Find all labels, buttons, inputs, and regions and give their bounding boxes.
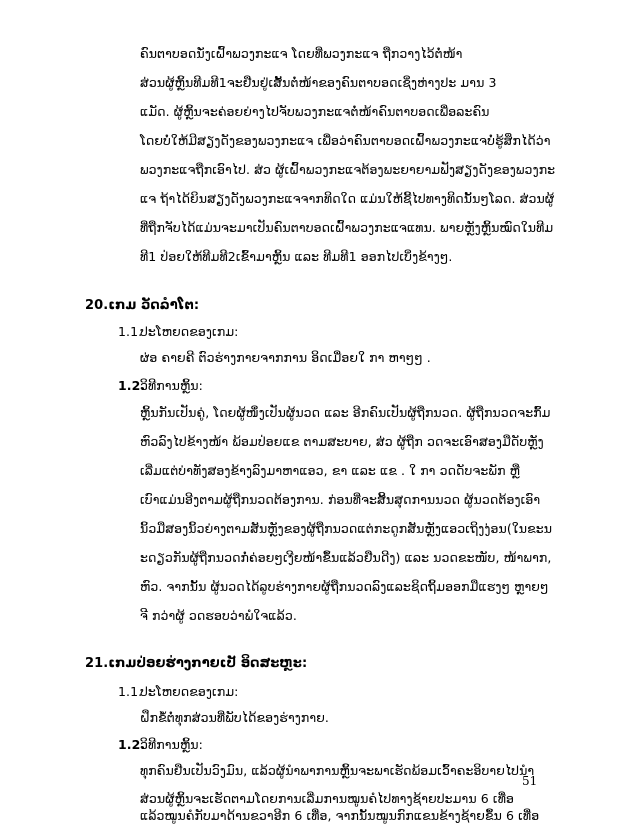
paragraph-line: ຈີ ກວ່າຜູ້ ວດຮອບວ່າພໍໃຈແລ້ວ. <box>140 608 297 623</box>
paragraph-line: ະດຽວກັນຜູ້ຖືກນວດກໍ່ຄ່ອຍໆເງີຍໜ້າຂຶ້ນແລ້ວຢືນດີງ) ແລະ ນວດຂະໜັບ, ໜ້າພາກ, <box>140 550 552 565</box>
subsection-number: 1.1. <box>118 324 143 339</box>
paragraph-line: ຝຶກຂໍ້ຕໍ່ທຸກສ່ວນທີ່ພັບໄດ້ຂອງຮ່າງກາຍ. <box>140 710 330 725</box>
paragraph-line: ທີ1 ປ່ອຍໃຫ້ທີມທີ2ເຂົ້າມາຫຼິ້ນ ແລະ ທີມທີ1 ອອກໄປເບິ່ງຂ້າງໆ. <box>140 249 453 264</box>
paragraph-line: ຫົວ. ຈາກນັ້ນ ຜູ້ນວດໄດ້ລູບຮ່າງກາຍຜູ້ຖືກນວດລົງແລະຊິດຖິ້ມອອກມືແຮງໆ ຫຼາຍໆ <box>140 579 549 594</box>
subsection-number: 1.1. <box>118 684 143 699</box>
subsection-title: ວິທີການຫຼິ້ນ: <box>140 378 203 393</box>
paragraph-line: ແມັດ. ຜູ້ຫຼິ້ນຈະຄ່ອຍຍ່າງໄປຈັບພວງກະແຈຕໍ່ໜ້າຄົນຕາບອດເພື່ອລະຄົນ <box>140 104 490 119</box>
paragraph-line: ຫົວລົງໄປຂ້າງໜ້າ ພ້ອມປ່ອຍແຂ ຕາມສະບາຍ, ສ່ວ ຜູ້ຖືກ ວດຈະເອົາສອງມືດັບຫຼັງ <box>140 434 544 449</box>
subsection-title: ວິທີການຫຼິ້ນ: <box>140 737 203 752</box>
subsection-title: ປະໂຫຍດຂອງເກມ: <box>140 684 239 699</box>
paragraph-line: ຄົນຕາບອດນັ່ງເຝົ້າພວງກະແຈ ໂດຍທີ່ພວງກະແຈ ຖືກວາງໄວ້ຕໍ່ໜ້າ <box>140 46 463 61</box>
paragraph-line: ແລ້ວໝູນຄໍກັບມາດ້ານຂວາອີກ 6 ເທື່ອ, ຈາກນັ້ນໝູນກົກແຂນຂ້າງຊ້າຍຂຶ້ນ 6 ເທື່ອ <box>140 808 540 823</box>
subsection-title: ປະໂຫຍດຂອງເກມ: <box>140 324 239 339</box>
paragraph-line: ໂດຍບໍ່ໃຫ້ມີສຽງດັງຂອງພວງກະແຈ ເພື່ອວ່າຄົນຕາບອດເຝົ້າພວງກະແຈບໍ່ຮູ້ສຶກໄດ້ວ່າ <box>140 133 551 148</box>
subsection-number: 1.2. <box>118 737 146 752</box>
paragraph-line: ແຈ ຖ້າໄດ້ຍິນສຽງດັງພວງກະແຈຈາກທິດໃດ ແມ່ນໃຫ້ຊີ້ໄປທາງທິດນັ້ນໆໂລດ. ສ່ວນຜູ້ <box>140 191 555 206</box>
paragraph-line: ເບົາແມ່ນອີງຕາມຜູ້ຖືກນວດຕ້ອງການ. ກ່ອນທີ່ຈະສິ້ນສຸດການນວດ ຜູ້ນວດຕ້ອງເອົາ <box>140 492 541 507</box>
paragraph-line: ພວງກະແຈຖືກເອົາໄປ. ສ່ວ ຜູ້ເຝົ້າພວງກະແຈຕ້ອງພະຍາຍາມຟັງສຽງດັງຂອງພວງກະ <box>140 162 556 177</box>
paragraph-line: ທີ່ຖືກຈັບໄດ້ແມ່ນຈະມາເປັນຄົນຕາບອດເຝົ້າພວງກະແຈແທນ. ພາຍຫຼັງຫຼິ້ນໝົດໃນທີມ <box>140 220 554 235</box>
section-heading: 20.ເກມ ວັດລຳໂຕ: <box>85 298 200 313</box>
paragraph-line: ຜ່ອ ຄາຍຄີ ຕົວຮ່າງກາຍຈາກການ ອິດເມື່ອຍໃ ກາ ຫາໆໆ . <box>140 350 431 365</box>
paragraph-line: ຫຼິ້ນກັນເປັນຄູ່, ໂດຍຜູ້ໜຶ່ງເປັນຜູ້ນວດ ແລະ ອີກຄົນເປັນຜູ້ຖືກນວດ. ຜູ້ຖືກນວດຈະກົ້ມ <box>140 405 551 420</box>
section-heading: 21.ເກມປ່ອຍຮ່າງກາຍເປັ ອິດສະຫຼະ: <box>85 656 308 671</box>
subsection-number: 1.2. <box>118 378 146 393</box>
paragraph-line: ທຸກຄົນຢືນເປັນວົງມົນ, ແລ້ວຜູ້ນຳພາການຫຼິ້ນຈະພາເຮັດພ້ອມເວົ້າຄະອິບາຍໄປນຳ <box>140 763 535 778</box>
paragraph-line: ນິ້ວມືສອງນິ້ວຍ່າງຕາມສັນຫຼັງຂອງຜູ້ຖືກນວດແຕ່ກະດູກສັນຫຼັງແອວເຖິງງ່ອນ(ໃນຂະນ <box>140 521 553 536</box>
page-number: 51 <box>522 774 538 788</box>
paragraph-line: ເລີ່ມແຕ່ບ່າທັງສອງຂ້າງລົງມາຫາແອວ, ຂາ ແລະ ແຂ . ໃ ກາ ວດດັບຈະພັກ ຫຼື <box>140 463 520 478</box>
paragraph-line: ສ່ວນຜູ້ຫຼິ້ນທີມທີ1ຈະຢືນຢູ່ເສັ້ນຕໍ່ໜ້າຂອງຄົນຕາບອດເຊິ່ງຫ່າງປະ ມານ 3 <box>140 75 497 90</box>
paragraph-line: ສ່ວນຜູ້ຫຼິ້ນຈະເຮັດຕາມໂດຍການເລີ່ມການໝູນຄໍໄປທາງຊ້າຍປະມານ 6 ເທື່ອ <box>140 791 515 806</box>
